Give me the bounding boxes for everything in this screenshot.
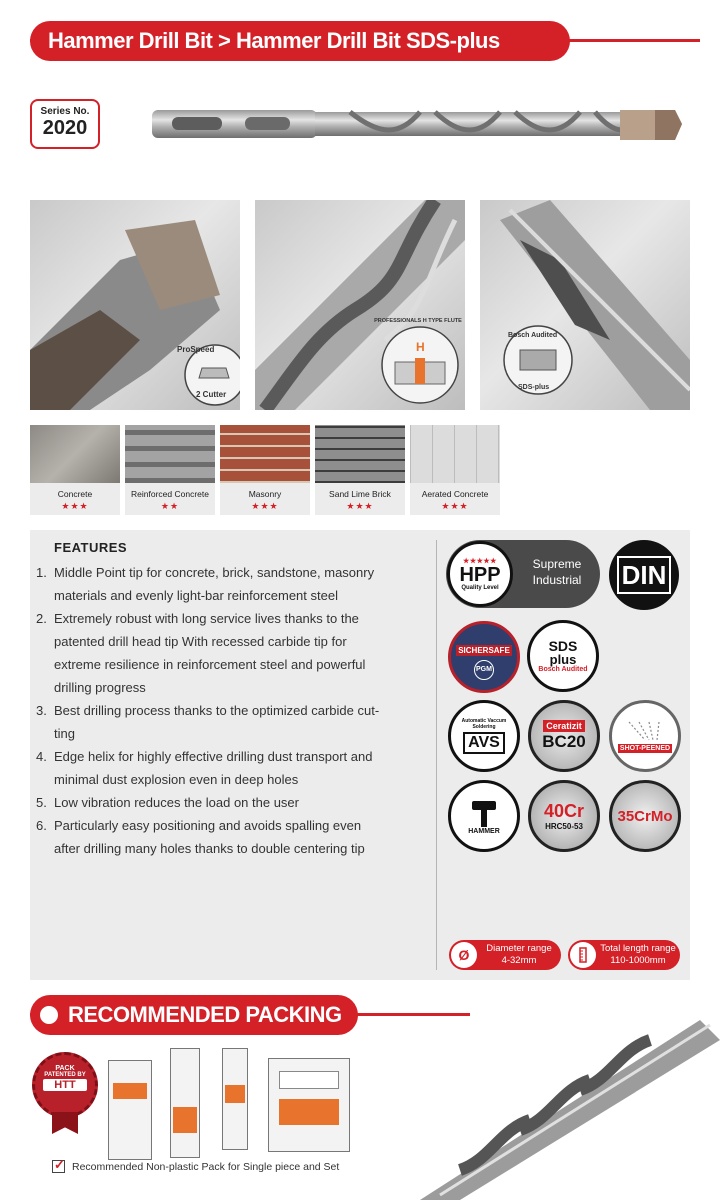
material-stars: ★★★ (441, 501, 469, 511)
material-stars: ★★★ (251, 501, 279, 511)
sand-lime-brick-texture (315, 425, 405, 483)
feature-line (36, 699, 416, 722)
feature-text: ting (54, 726, 75, 741)
avs-badge (448, 700, 520, 772)
feature-text: Extremely robust with long service lives thanks to the (54, 611, 359, 626)
features-divider (436, 540, 437, 970)
feature-number: 6. (36, 818, 47, 833)
packing-check-icon (52, 1157, 65, 1173)
diameter-label: Diameter range (486, 943, 552, 954)
40cr-badge (528, 780, 600, 852)
h-flute-badge-ring: PROFESSIONALS H TYPE FLUTE (374, 318, 462, 324)
40cr-sub: HRC50-53 (545, 822, 583, 831)
shot-peened-icon (625, 720, 665, 744)
shank-photo (480, 200, 690, 410)
hpp-sub: Quality Level (461, 585, 499, 591)
drill-bit-image (150, 102, 690, 148)
length-label: Total length range (600, 943, 676, 954)
din-label: DIN (617, 556, 672, 594)
package-single-hanging (108, 1060, 152, 1160)
avs-ring: Automatic Vaccum Soldering (461, 718, 507, 730)
features-list (36, 561, 416, 860)
feature-line (36, 630, 416, 653)
packing-title-banner (30, 995, 358, 1035)
material-tile-masonry (220, 425, 310, 515)
material-tile-reinforced-concrete (125, 425, 215, 515)
flute-photo (255, 200, 465, 410)
feature-text: Edge helix for highly effective drilling dust transport and (54, 749, 373, 764)
diameter-icon: Ø (451, 942, 477, 968)
material-tile-sand-lime-brick (315, 425, 405, 515)
packing-note: Recommended Non-plastic Pack for Single piece and Set (72, 1161, 340, 1173)
series-number: 2020 (42, 117, 88, 139)
feature-text: after drilling many holes thanks to double centering tip (54, 841, 365, 856)
feature-text: Middle Point tip for concrete, brick, sandstone, masonry (54, 565, 375, 580)
package-single-tall (222, 1048, 248, 1150)
feature-number: 2. (36, 611, 47, 626)
shank-illustration (480, 200, 690, 410)
avs-title: AVS (463, 732, 505, 754)
package-label-area (225, 1085, 245, 1103)
length-range-pill (568, 940, 680, 970)
shot-peened-label: SHOT-PEENED (619, 744, 671, 752)
package-label-area (279, 1099, 339, 1125)
feature-line (36, 722, 416, 745)
page-title-banner (30, 21, 570, 61)
drill-bit-decor (400, 1010, 720, 1200)
package-label-area (173, 1107, 197, 1133)
sds-line1: SDS (548, 638, 578, 654)
shot-peened-badge (609, 700, 681, 772)
drill-tip-photo (30, 200, 240, 410)
package-label-area (113, 1083, 147, 1099)
feature-number (36, 768, 54, 791)
flute-illustration (255, 200, 465, 410)
feature-text: Best drilling process thanks to the optimized carbide cut- (54, 703, 380, 718)
material-name: Sand Lime Brick (329, 489, 391, 499)
material-tile-aerated-concrete (410, 425, 500, 515)
feature-number (36, 630, 54, 653)
seal-line1: PACK (55, 1065, 75, 1072)
masonry-texture (220, 425, 310, 483)
feature-line (36, 791, 416, 814)
feature-line (36, 814, 416, 837)
sichersafe-badge (448, 621, 520, 693)
hpp-stars: ★★★★★ (463, 558, 497, 565)
sichersafe-title: SICHERSAFE (458, 645, 510, 655)
concrete-texture (30, 425, 120, 483)
seal-ribbon (52, 1112, 78, 1134)
material-name: Masonry (248, 489, 282, 499)
check-mark: ✓ (54, 1157, 65, 1172)
ceratizit-title: BC20 (542, 732, 586, 751)
material-stars: ★★ (160, 501, 180, 511)
packing-title: RECOMMENDED PACKING (68, 1002, 342, 1027)
prospeed-badge-top: ProSpeed (177, 345, 215, 354)
drill-tip-illustration (30, 200, 240, 410)
features-title: FEATURES (54, 540, 128, 555)
ceratizit-top: Ceratizit (543, 720, 585, 732)
material-name: Aerated Concrete (421, 489, 489, 499)
feature-line (36, 653, 416, 676)
page-title: Hammer Drill Bit > Hammer Drill Bit SDS-plus (48, 28, 500, 53)
feature-number (36, 584, 54, 607)
feature-text: materials and evenly light-bar reinforcement steel (54, 588, 338, 603)
diameter-value: 4-32mm (501, 955, 537, 966)
feature-number: 5. (36, 795, 47, 810)
material-stars: ★★★ (61, 501, 89, 511)
feature-number: 4. (36, 749, 47, 764)
feature-text: patented drill head tip With recessed carbide tip for (54, 634, 347, 649)
hpp-title: HPP (459, 564, 501, 586)
feature-line (36, 607, 416, 630)
hammer-badge (448, 780, 520, 852)
series-badge (30, 99, 100, 149)
feature-line (36, 584, 416, 607)
feature-number (36, 722, 54, 745)
hammer-label: HAMMER (468, 827, 500, 835)
feature-number (36, 653, 54, 676)
feature-text: minimal dust explosion even in deep holes (54, 772, 299, 787)
ruler-icon (575, 947, 591, 963)
feature-line (36, 837, 416, 860)
packing-bullet-icon (40, 1006, 58, 1024)
sds-line2: plus (549, 652, 577, 667)
material-tile-concrete (30, 425, 120, 515)
hpp-quality-icon (447, 541, 513, 607)
length-icon (570, 942, 596, 968)
prospeed-badge-bottom: 2 Cutter (196, 390, 227, 399)
sds-plus-badge (527, 620, 599, 692)
feature-line (36, 768, 416, 791)
sichersafe-sub: PGM (474, 660, 494, 680)
feature-line (36, 676, 416, 699)
bosch-badge-bottom: SDS-plus (518, 384, 550, 391)
seal-brand: HTT (43, 1079, 87, 1091)
feature-number: 1. (36, 565, 47, 580)
feature-line (36, 561, 416, 584)
feature-number: 3. (36, 703, 47, 718)
feature-line (36, 745, 416, 768)
din-badge (609, 540, 679, 610)
seal-line2: PATENTED BY (44, 1072, 86, 1078)
package-single-open (170, 1048, 200, 1158)
diameter-text (477, 943, 561, 967)
feature-text: Particularly easy positioning and avoids spalling even (54, 818, 362, 833)
feature-number (36, 837, 54, 860)
feature-text: extreme resilience in reinforcement steel and powerful (54, 657, 366, 672)
h-flute-badge-center: H (416, 340, 425, 354)
length-value: 110-1000mm (610, 955, 666, 966)
feature-number (36, 676, 54, 699)
35crmo-badge (609, 780, 681, 852)
diameter-range-pill (449, 940, 561, 970)
hpp-side-label: Supreme Industrial (532, 557, 582, 587)
material-stars: ★★★ (346, 501, 374, 511)
set-box-window (279, 1071, 339, 1089)
reinforced-concrete-texture (125, 425, 215, 483)
sds-ring: Bosch Audited (538, 666, 588, 673)
series-label: Series No. (40, 106, 90, 117)
40cr-title: 40Cr (543, 801, 585, 821)
material-name: Concrete (57, 489, 93, 499)
patent-seal (32, 1052, 98, 1118)
bosch-badge-top: Bosch Audited (508, 332, 558, 339)
feature-text: Low vibration reduces the load on the user (54, 795, 299, 810)
35crmo-label: 35CrMo (617, 807, 673, 825)
hammer-icon (469, 798, 499, 828)
length-text (596, 943, 680, 967)
material-name: Reinforced Concrete (131, 489, 209, 499)
package-set-box (268, 1058, 350, 1152)
feature-text: drilling progress (54, 680, 146, 695)
aerated-concrete-texture (410, 425, 500, 483)
ceratizit-badge (528, 700, 600, 772)
